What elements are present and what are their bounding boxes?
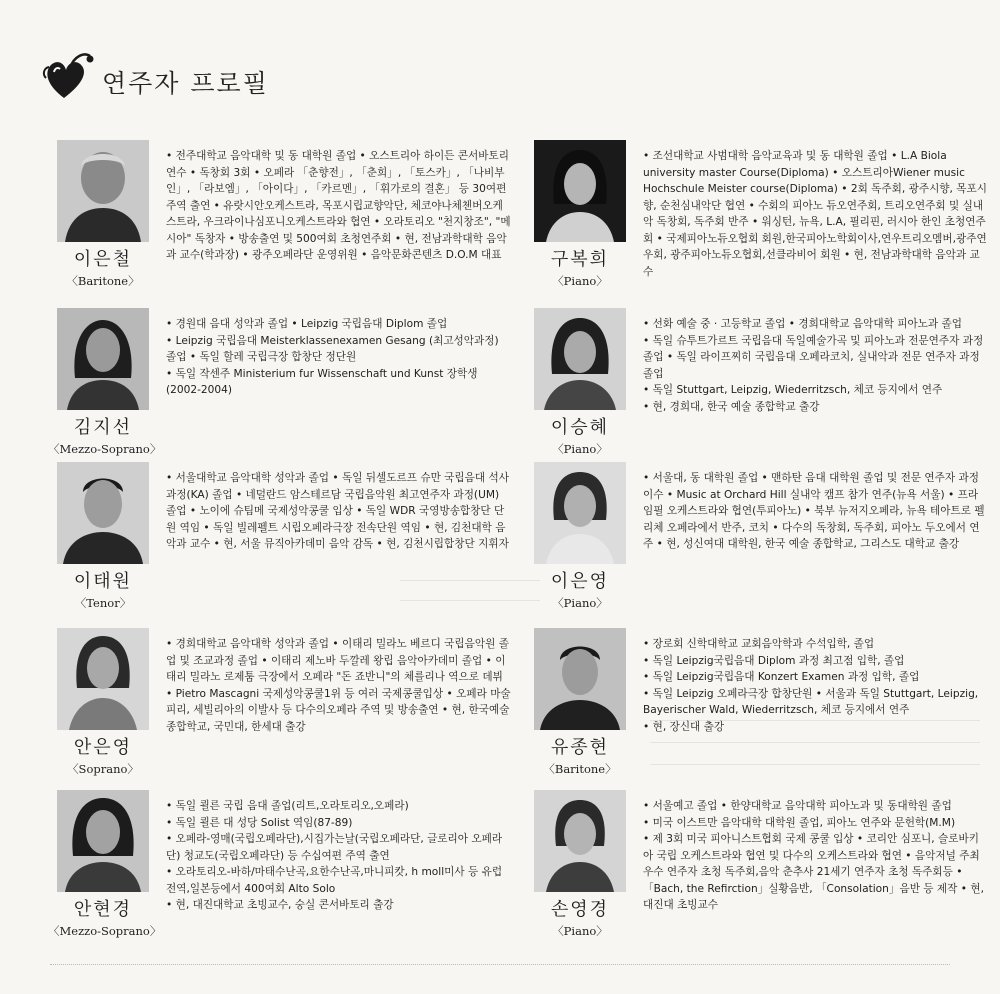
performer-bio [166, 316, 511, 399]
bio-line: • 독일 Leipzig국립음대 Diplom 과정 최고점 입학, 졸업 [643, 654, 905, 667]
performer-role: 〈Piano〉 [552, 442, 608, 456]
performer-bio [643, 798, 988, 914]
performer-name: 이은철 [73, 249, 133, 270]
performer-bio [166, 798, 511, 914]
performer-name: 이태원 [73, 571, 133, 592]
bio-line: • 독일 Leipzig국립음대 Konzert Examen 과정 입학, 졸업 [643, 671, 920, 683]
bio-line: • 서울대학교 음악대학 성악과 졸업 • 독일 뒤셀도르프 슈만 국립음대 석사과정(KA) 졸업 • 네덜란드 암스테르담 국립음악원 최고연주자 과정(UM) 졸업 • 노이에 슈팀메 국제성악콩쿨 입상 • 독일 WDR 국영방송합창단 단원 역임 • 독일 빌레펠트 시립오페라극장 전속단원 역임 • 현, 김천대학 음악과 교수 • 현, 서울 뮤직아카데미 음악 감독 • 현, 김천시립합창단 지휘자 [166, 472, 509, 550]
bio-line: • 현, 경희대, 한국 예술 종합학교 출강 [643, 400, 820, 413]
performer-role: 〈Baritone〉 [543, 762, 617, 776]
bio-line: • 서울예고 졸업 • 한양대학교 음악대학 피아노과 및 동대학원 졸업 [643, 800, 952, 812]
performer-name: 유종현 [550, 737, 610, 758]
performer-role: 〈Piano〉 [552, 596, 608, 610]
performer-photo [57, 790, 149, 892]
performer-photo [534, 140, 626, 242]
bio-line: • 독일 Leipzig 오페라극장 합창단원 • 서울과 독일 Stuttgart, Leipzig, Bayerischer Wald, Wiederritzsch, 체코 등지에서 연주 [643, 687, 979, 716]
performer-photo [57, 140, 149, 242]
page-header [40, 48, 940, 108]
bio-line: • Leipzig 국립음대 Meisterklassenexamen Gesang (최고성악과정) 졸업 • 독일 할레 국립극장 합창단 정단원 [166, 334, 499, 363]
performer-role: 〈Mezzo-Soprano〉 [48, 924, 162, 938]
bio-line: • 전주대학교 음악대학 및 동 대학원 졸업 • 오스트리아 하이든 콘서바토리 연수 • 독창회 3회 • 오페라 「춘향전」, 「춘희」, 「토스카」, 「나비부인」, 「라보엠」, 「아이다」, 「카르멘」, 「휘가로의 결혼」 등 30여편 주역 출연 • 유랏시안오케스트라, 목포시립교향악단, 체코야나체첸버오케스트라, 우크라이나심포니오케스트라와 협연 • 오라토리오 "천지창조", "메시아" 독창자 • 방송출연 및 500여회 초청연주회 • 현, 전남과학대학 음악과 교수(학과장) • 광주오페라단 운영위원 • 음악문화콘텐츠 D.O.M 대표 [166, 150, 511, 261]
performer-bio [643, 636, 988, 735]
bio-line: • 경원대 음대 성악과 졸업 • Leipzig 국립음대 Diplom 졸업 [166, 318, 448, 330]
performer-role: 〈Soprano〉 [67, 762, 139, 776]
performer-bio [643, 316, 988, 415]
bio-line: • 미국 이스트만 음악대학 대학원 졸업, 피아노 연주와 문헌학(M.M) [643, 816, 956, 829]
bio-line: • 오라토리오-바하/마태수난곡,요한수난곡,마니피캇, h moll미사 등 유럽전역,일본등에서 400여회 Alto Solo [166, 866, 503, 895]
music-note-heart-icon [40, 48, 98, 104]
footer-divider [50, 964, 950, 965]
bio-line: • 현, 장신대 출강 [643, 720, 725, 733]
performer-photo [57, 628, 149, 730]
performer-name: 이은영 [550, 571, 610, 592]
bio-line: • 조선대학교 사범대학 음악교육과 및 동 대학원 졸업 • L.A Biola university master Course(Diploma) • 오스트리아Wiener music Hochschule Meister course(Diploma) • 2회 독주회, 광주시향, 목포시향, 순천심내악단 협연 • 수회의 피아노 듀오연주회, 트리오연주회 및 실내악 독창회, 독주회 반주 • 워싱턴, 뉴욕, L.A, 필리핀, 러시아 한인 초청연주회 • 국제피아노듀오협회 회원,한국피아노학회이사,연우트리오멤버,광주연우회, 광주피아노듀오협회,선클라비어 회원 • 현, 전남과학대학 음악과 교수 [643, 150, 987, 278]
bio-line: • 서울대, 동 대학원 졸업 • 맨하탄 음대 대학원 졸업 및 전문 연주자 과정 이수 • Music at Orchard Hill 실내악 캠프 참가 연주(뉴욕 서울) • 프라임필 오케스트라와 협연(투피아노) • 북부 뉴저지오페라, 뉴욕 테아트로 펠리체 오페라에서 반주, 코치 • 다수의 독창회, 독주회, 피아노 두오에서 연주 • 현, 성신여대 대학원, 한국 예술 종합학교, 그리스도 대학교 출강 [643, 472, 985, 550]
bio-line: • 독일 Stuttgart, Leipzig, Wiederritzsch, 체코 등지에서 연주 [643, 384, 943, 396]
bio-line: • 경희대학교 음악대학 성악과 졸업 • 이태리 밀라노 베르디 국립음악원 졸업 및 조교과정 졸업 • 이태리 제노바 두깔레 왕립 음악아카데미 졸업 • 이태리 밀라노 로제툼 극장에서 오페라 "돈 죠반니"의 체를리나 역으로 데뷔 • Pietro Mascagni 국제성악콩쿨1위 등 여러 국제콩쿨입상 • 오페라 마술피리, 세빌리아의 이발사 등 다수의오페라 주역 및 방송출연 • 현, 한국예술종합학교, 국민대, 한세대 출강 [166, 638, 511, 733]
performer-bio [643, 148, 988, 280]
performer-photo [57, 308, 149, 410]
performer-bio [643, 470, 988, 553]
performer-photo [534, 462, 626, 564]
bio-line: • 독일 쾰른 대 성당 Solist 역임(87-89) [166, 816, 353, 829]
performer-role: 〈Baritone〉 [66, 274, 140, 288]
bio-line: • 독일 작센주 Ministerium fur Wissenschaft und Kunst 장학생 (2002-2004) [166, 367, 478, 396]
performer-name: 손영경 [550, 899, 610, 920]
performer-bio [166, 470, 511, 553]
page-title: 연주자 프로필 [102, 69, 269, 98]
bio-line: • 제 3회 미국 피아니스트협회 국제 콩쿨 입상 • 코리안 심포니, 슬로바키아 국립 오케스트라와 협연 및 다수의 오케스트라와 협연 • 음악저널 주최 우수 연주자 초청 독주회,음악 춘추사 21세기 연주자 초청 독주회등 • 「Bach, the Refirction」실황음반, 「Consolation」음반 등 제작 • 현, 대진대 초빙교수 [643, 833, 984, 911]
performer-name: 이승혜 [550, 417, 610, 438]
performer-name: 안현경 [73, 899, 133, 920]
performer-photo [534, 790, 626, 892]
performer-photo [57, 462, 149, 564]
performer-bio [166, 148, 511, 264]
bio-line: • 장로회 신학대학교 교회음악학과 수석입학, 졸업 [643, 638, 875, 650]
performer-name: 구복희 [550, 249, 610, 270]
performer-role: 〈Piano〉 [552, 274, 608, 288]
performer-role: 〈Tenor〉 [74, 596, 132, 610]
performer-photo [534, 628, 626, 730]
performer-name: 김지선 [73, 417, 133, 438]
bio-line: • 독일 슈투트가르트 국립음대 독일예술가곡 및 피아노과 전문연주자 과정 졸업 • 독일 라이프찌히 국립음대 오페라코치, 실내악과 전문 연주자 과정 졸업 [643, 334, 984, 380]
bio-line: • 선화 예술 중 · 고등학교 졸업 • 경희대학교 음악대학 피아노과 졸업 [643, 318, 962, 330]
bio-line: • 독일 쾰른 국립 음대 졸업(리트,오라토리오,오페라) [166, 800, 409, 812]
performer-bio [166, 636, 511, 735]
performer-role: 〈Piano〉 [552, 924, 608, 938]
performer-role: 〈Mezzo-Soprano〉 [48, 442, 162, 456]
performer-photo [534, 308, 626, 410]
performer-name: 안은영 [73, 737, 133, 758]
bio-line: • 오페라-영매(국립오페라단),시집가는날(국립오페라단, 글로리아 오페라단) 청교도(국립오페라단) 등 수십여편 주역 출연 [166, 833, 503, 862]
bio-line: • 현, 대진대학교 초빙교수, 숭실 콘서바토리 출강 [166, 899, 394, 911]
